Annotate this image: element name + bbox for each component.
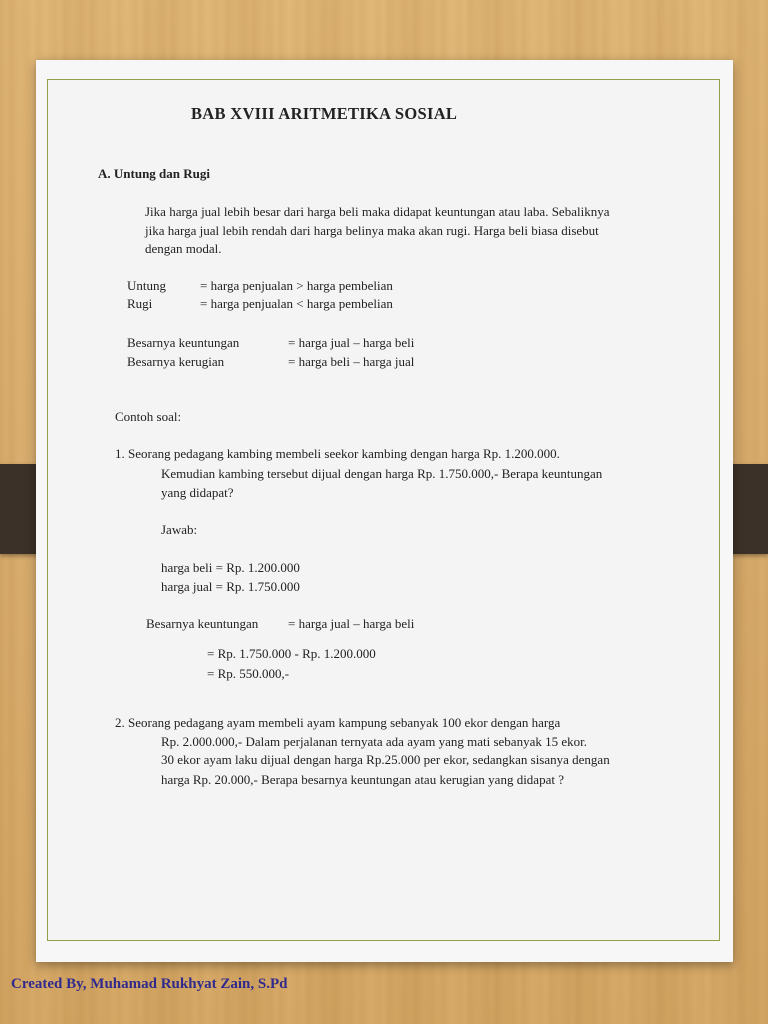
definition-text: = harga penjualan > harga pembelian <box>200 278 393 293</box>
formula-text: = harga jual – harga beli <box>288 335 415 350</box>
intro-line: jika harga jual lebih rendah dari harga belinya maka akan rugi. Harga beli biasa disebut <box>145 223 599 238</box>
definition-term: Untung <box>127 278 166 293</box>
definition-term: Rugi <box>127 296 153 311</box>
calc-formula: = harga jual – harga beli <box>288 616 415 631</box>
page-title: BAB XVIII ARITMETIKA SOSIAL <box>191 104 458 123</box>
formula-text: = harga beli – harga jual <box>288 354 415 369</box>
calc-step: = Rp. 550.000,- <box>207 666 290 681</box>
definition-text: = harga penjualan < harga pembelian <box>200 296 393 311</box>
formula-term: Besarnya keuntungan <box>127 335 240 350</box>
example-label: Contoh soal: <box>115 409 182 424</box>
intro-line: dengan modal. <box>145 241 222 256</box>
problem-2-line: 2. Seorang pedagang ayam membeli ayam kampung sebanyak 100 ekor dengan harga <box>115 715 561 730</box>
calc-label: Besarnya keuntungan <box>146 616 259 631</box>
problem-1-line: 1. Seorang pedagang kambing membeli seekor kambing dengan harga Rp. 1.200.000. <box>115 446 560 461</box>
problem-1-line: Kemudian kambing tersebut dijual dengan harga Rp. 1.750.000,- Berapa keuntungan <box>161 466 603 481</box>
document-card <box>36 60 733 962</box>
section-heading: A. Untung dan Rugi <box>98 166 210 181</box>
problem-2-line: 30 ekor ayam laku dijual dengan harga Rp.25.000 per ekor, sedangkan sisanya dengan <box>161 752 610 767</box>
author-credit: Created By, Muhamad Rukhyat Zain, S.Pd <box>11 976 288 992</box>
intro-line: Jika harga jual lebih besar dari harga beli maka didapat keuntungan atau laba. Sebaliknya <box>145 204 610 219</box>
given-value: harga beli = Rp. 1.200.000 <box>161 560 300 575</box>
formula-term: Besarnya kerugian <box>127 354 225 369</box>
problem-2-line: harga Rp. 20.000,- Berapa besarnya keuntungan atau kerugian yang didapat ? <box>161 772 564 787</box>
answer-label: Jawab: <box>161 522 198 537</box>
given-value: harga jual = Rp. 1.750.000 <box>161 579 300 594</box>
calc-step: = Rp. 1.750.000 - Rp. 1.200.000 <box>207 646 376 661</box>
document-frame <box>47 79 720 941</box>
problem-1-line: yang didapat? <box>161 485 234 500</box>
problem-2-line: Rp. 2.000.000,- Dalam perjalanan ternyata ada ayam yang mati sebanyak 15 ekor. <box>161 734 587 749</box>
